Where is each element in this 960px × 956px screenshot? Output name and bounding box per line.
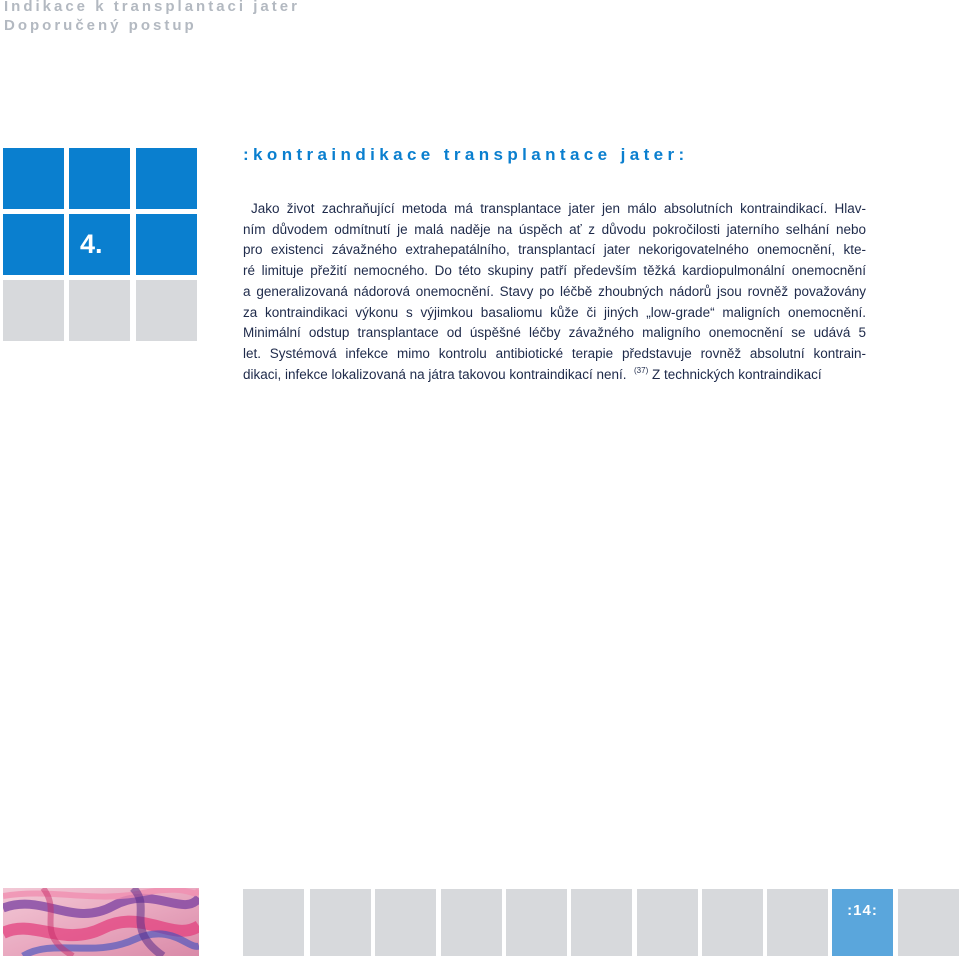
body-line: Jako život zachraňující metoda má transplantace jater jen málo absolutních kontraindikací. Hlav-: [251, 201, 866, 216]
page-number-box: [832, 889, 893, 956]
grid-square: [136, 280, 197, 341]
footer-square: [441, 889, 502, 956]
footer-square: [310, 889, 371, 956]
body-line-text: dikaci, infekce lokalizovaná na játra takovou kontraindikací není.: [243, 366, 627, 382]
grid-square: [3, 214, 64, 275]
chapter-number: 4.: [80, 229, 103, 259]
footer-square: [243, 889, 304, 956]
footer-square: [571, 889, 632, 956]
footer-square: [375, 889, 436, 956]
grid-square: [3, 280, 64, 341]
footer-square: [637, 889, 698, 956]
body-line: ré limituje přežití nemocného. Do této skupiny patří především těžká kardiopulmonální onemocnění: [243, 263, 866, 279]
citation-reference: (37): [634, 365, 649, 375]
footer-square: [898, 889, 959, 956]
grid-square: [136, 148, 197, 209]
body-line: Minimální odstup transplantace od úspěšné léčby závažného maligního onemocnění se udává 5: [243, 325, 866, 341]
page-number: :14:: [847, 902, 878, 919]
body-line: za kontraindikaci výkonu s výjimkou basaliomu kůže či jiných „low-grade“ maligních onemocnění.: [243, 304, 866, 320]
footer-square: [702, 889, 763, 956]
section-title: :kontraindikace transplantace jater:: [243, 145, 689, 164]
body-line: a generalizovaná nádorová onemocnění. Stavy po léčbě zhoubných nádorů jsou rovněž považovány: [243, 283, 866, 299]
body-text: [243, 199, 866, 385]
footer-square: [767, 889, 828, 956]
artwork-image: [3, 888, 199, 956]
body-line: pro existenci závažného extrahepatálního, transplantací jater nekorigovatelného onemocnění, kte-: [243, 242, 866, 258]
grid-square: [69, 280, 130, 341]
body-line-text: Z technických kontraindikací: [652, 366, 822, 382]
document-subtitle: Doporučený postup: [4, 17, 197, 34]
body-line: ním důvodem odmítnutí je malá naděje na úspěch ať z důvodu pokročilosti jaterního selhání nebo: [243, 221, 866, 237]
decorative-artwork: [3, 888, 199, 956]
document-title: Indikace k transplantaci jater: [4, 0, 300, 15]
grid-square: [136, 214, 197, 275]
footer-square: [506, 889, 567, 956]
body-line: [243, 365, 866, 386]
grid-square: [69, 148, 130, 209]
grid-square: [3, 148, 64, 209]
body-line: let. Systémová infekce mimo kontrolu antibiotické terapie představuje rovněž absolutní kontrain-: [243, 345, 866, 361]
